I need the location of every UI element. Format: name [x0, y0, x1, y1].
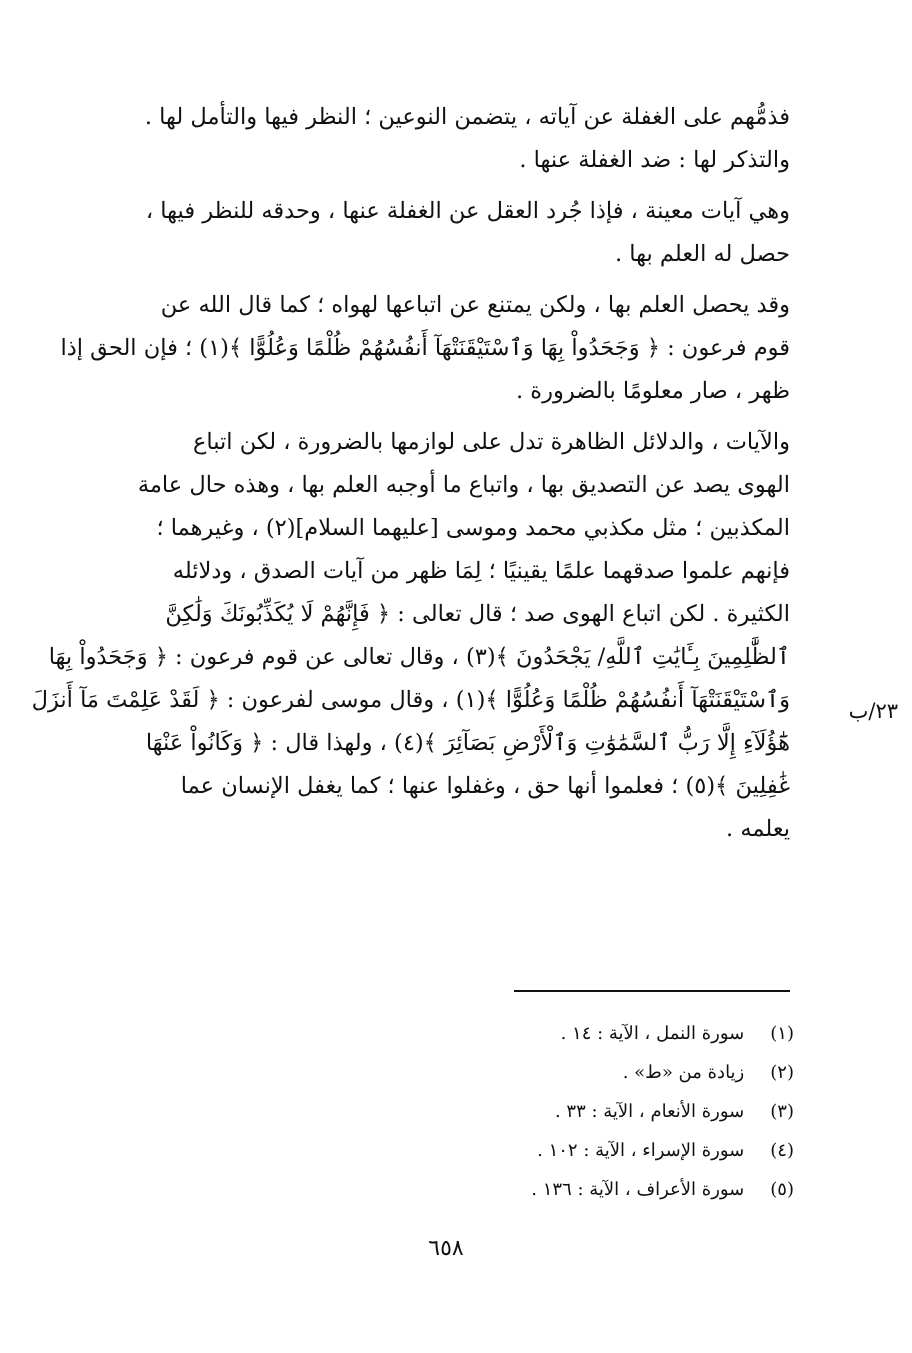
text-line: الكثيرة . لكن اتباع الهوى صد ؛ قال تعالى : ﴿ فَإِنَّهُمْ لَا يُكَذِّبُونَكَ وَلَٰكِنَّ — [165, 601, 790, 627]
page-number: ٦٥٨ — [428, 1236, 464, 1261]
text-line: وهي آيات معينة ، فإذا جُرد العقل عن الغفلة عنها ، وحدقه للنظر فيها ، — [145, 198, 790, 224]
paragraph-1 — [78, 96, 790, 182]
manuscript-folio-note: ٢٣/ب — [848, 699, 898, 723]
paragraph-4 — [31, 421, 790, 851]
footnote-text: سورة الأنعام ، الآية : ٣٣ . — [554, 1101, 745, 1122]
text-line: وَٱسْتَيْقَنَتْهَآ أَنفُسُهُمْ ظُلْمًا وَعُلُوًّا ﴾(١) ، وقال موسى لفرعون : ﴿ لَقَدْ عَلِمْتَ مَآ أَنزَلَ — [31, 687, 790, 713]
text-line: الهوى يصد عن التصديق بها ، واتباع ما أوجبه العلم بها ، وهذه حال عامة — [137, 472, 790, 498]
text-line: ظهر ، صار معلومًا بالضرورة . — [516, 378, 790, 404]
text-line: حصل له العلم بها . — [614, 241, 790, 267]
footnote-number: (١) — [770, 1023, 794, 1044]
text-line: والآيات ، والدلائل الظاهرة تدل على لوازمها بالضرورة ، لكن اتباع — [192, 429, 790, 455]
footnote-number: (٤) — [770, 1140, 794, 1161]
footnote-item — [420, 1170, 794, 1209]
paragraph-2 — [78, 190, 790, 276]
text-line: والتذكر لها : ضد الغفلة عنها . — [519, 147, 790, 173]
footnote-text: سورة الأعراف ، الآية : ١٣٦ . — [531, 1179, 745, 1200]
text-line: يعلمه . — [726, 816, 790, 842]
text-line: وقد يحصل العلم بها ، ولكن يمتنع عن اتباعها لهواه ؛ كما قال الله عن — [160, 292, 790, 318]
footnote-item — [420, 1092, 794, 1131]
text-line: المكذبين ؛ مثل مكذبي محمد وموسى [عليهما السلام](٢) ، وغيرهما ؛ — [156, 515, 790, 541]
text-line: فذمُّهم على الغفلة عن آياته ، يتضمن النوعين ؛ النظر فيها والتأمل لها . — [144, 104, 790, 130]
footnote-item — [420, 1053, 794, 1092]
text-line: هَٰٓؤُلَآءِ إِلَّا رَبُّ ٱلسَّمَٰوَٰتِ وَٱلْأَرْضِ بَصَآئِرَ ﴾(٤) ، ولهذا قال : ﴿ وَكَانُواْ عَنْهَا — [145, 730, 790, 756]
footnote-item — [420, 1131, 794, 1170]
text-line: غَٰفِلِينَ ﴾(٥) ؛ فعلموا أنها حق ، وغفلوا عنها ؛ كما يغفل الإنسان عما — [180, 773, 790, 799]
footnote-number: (٣) — [770, 1101, 794, 1122]
text-line: قوم فرعون : ﴿ وَجَحَدُواْ بِهَا وَٱسْتَيْقَنَتْهَآ أَنفُسُهُمْ ظُلْمًا وَعُلُوًّا ﴾(١) ؛ فإن الحق إذا — [60, 335, 790, 361]
footnote-text: زيادة من «ط» . — [622, 1062, 745, 1083]
footnote-text: سورة النمل ، الآية : ١٤ . — [560, 1023, 745, 1044]
paragraph-3 — [60, 284, 790, 413]
footnote-number: (٢) — [770, 1062, 794, 1083]
footnotes — [420, 1014, 794, 1209]
main-text — [31, 96, 790, 859]
footnote-text: سورة الإسراء ، الآية : ١٠٢ . — [537, 1140, 745, 1161]
text-line: فإنهم علموا صدقهما علمًا يقينيًا ؛ لِمَا ظهر من آيات الصدق ، ودلائله — [172, 558, 790, 584]
footnote-number: (٥) — [770, 1179, 794, 1200]
footnote-item — [420, 1014, 794, 1053]
text-line: ٱلظَّٰلِمِينَ بِـَٔايَٰتِ ٱللَّهِ/ يَجْحَدُونَ ﴾(٣) ، وقال تعالى عن قوم فرعون : ﴿ وَجَحَدُواْ بِهَا — [48, 644, 790, 670]
footnote-divider — [514, 990, 790, 992]
